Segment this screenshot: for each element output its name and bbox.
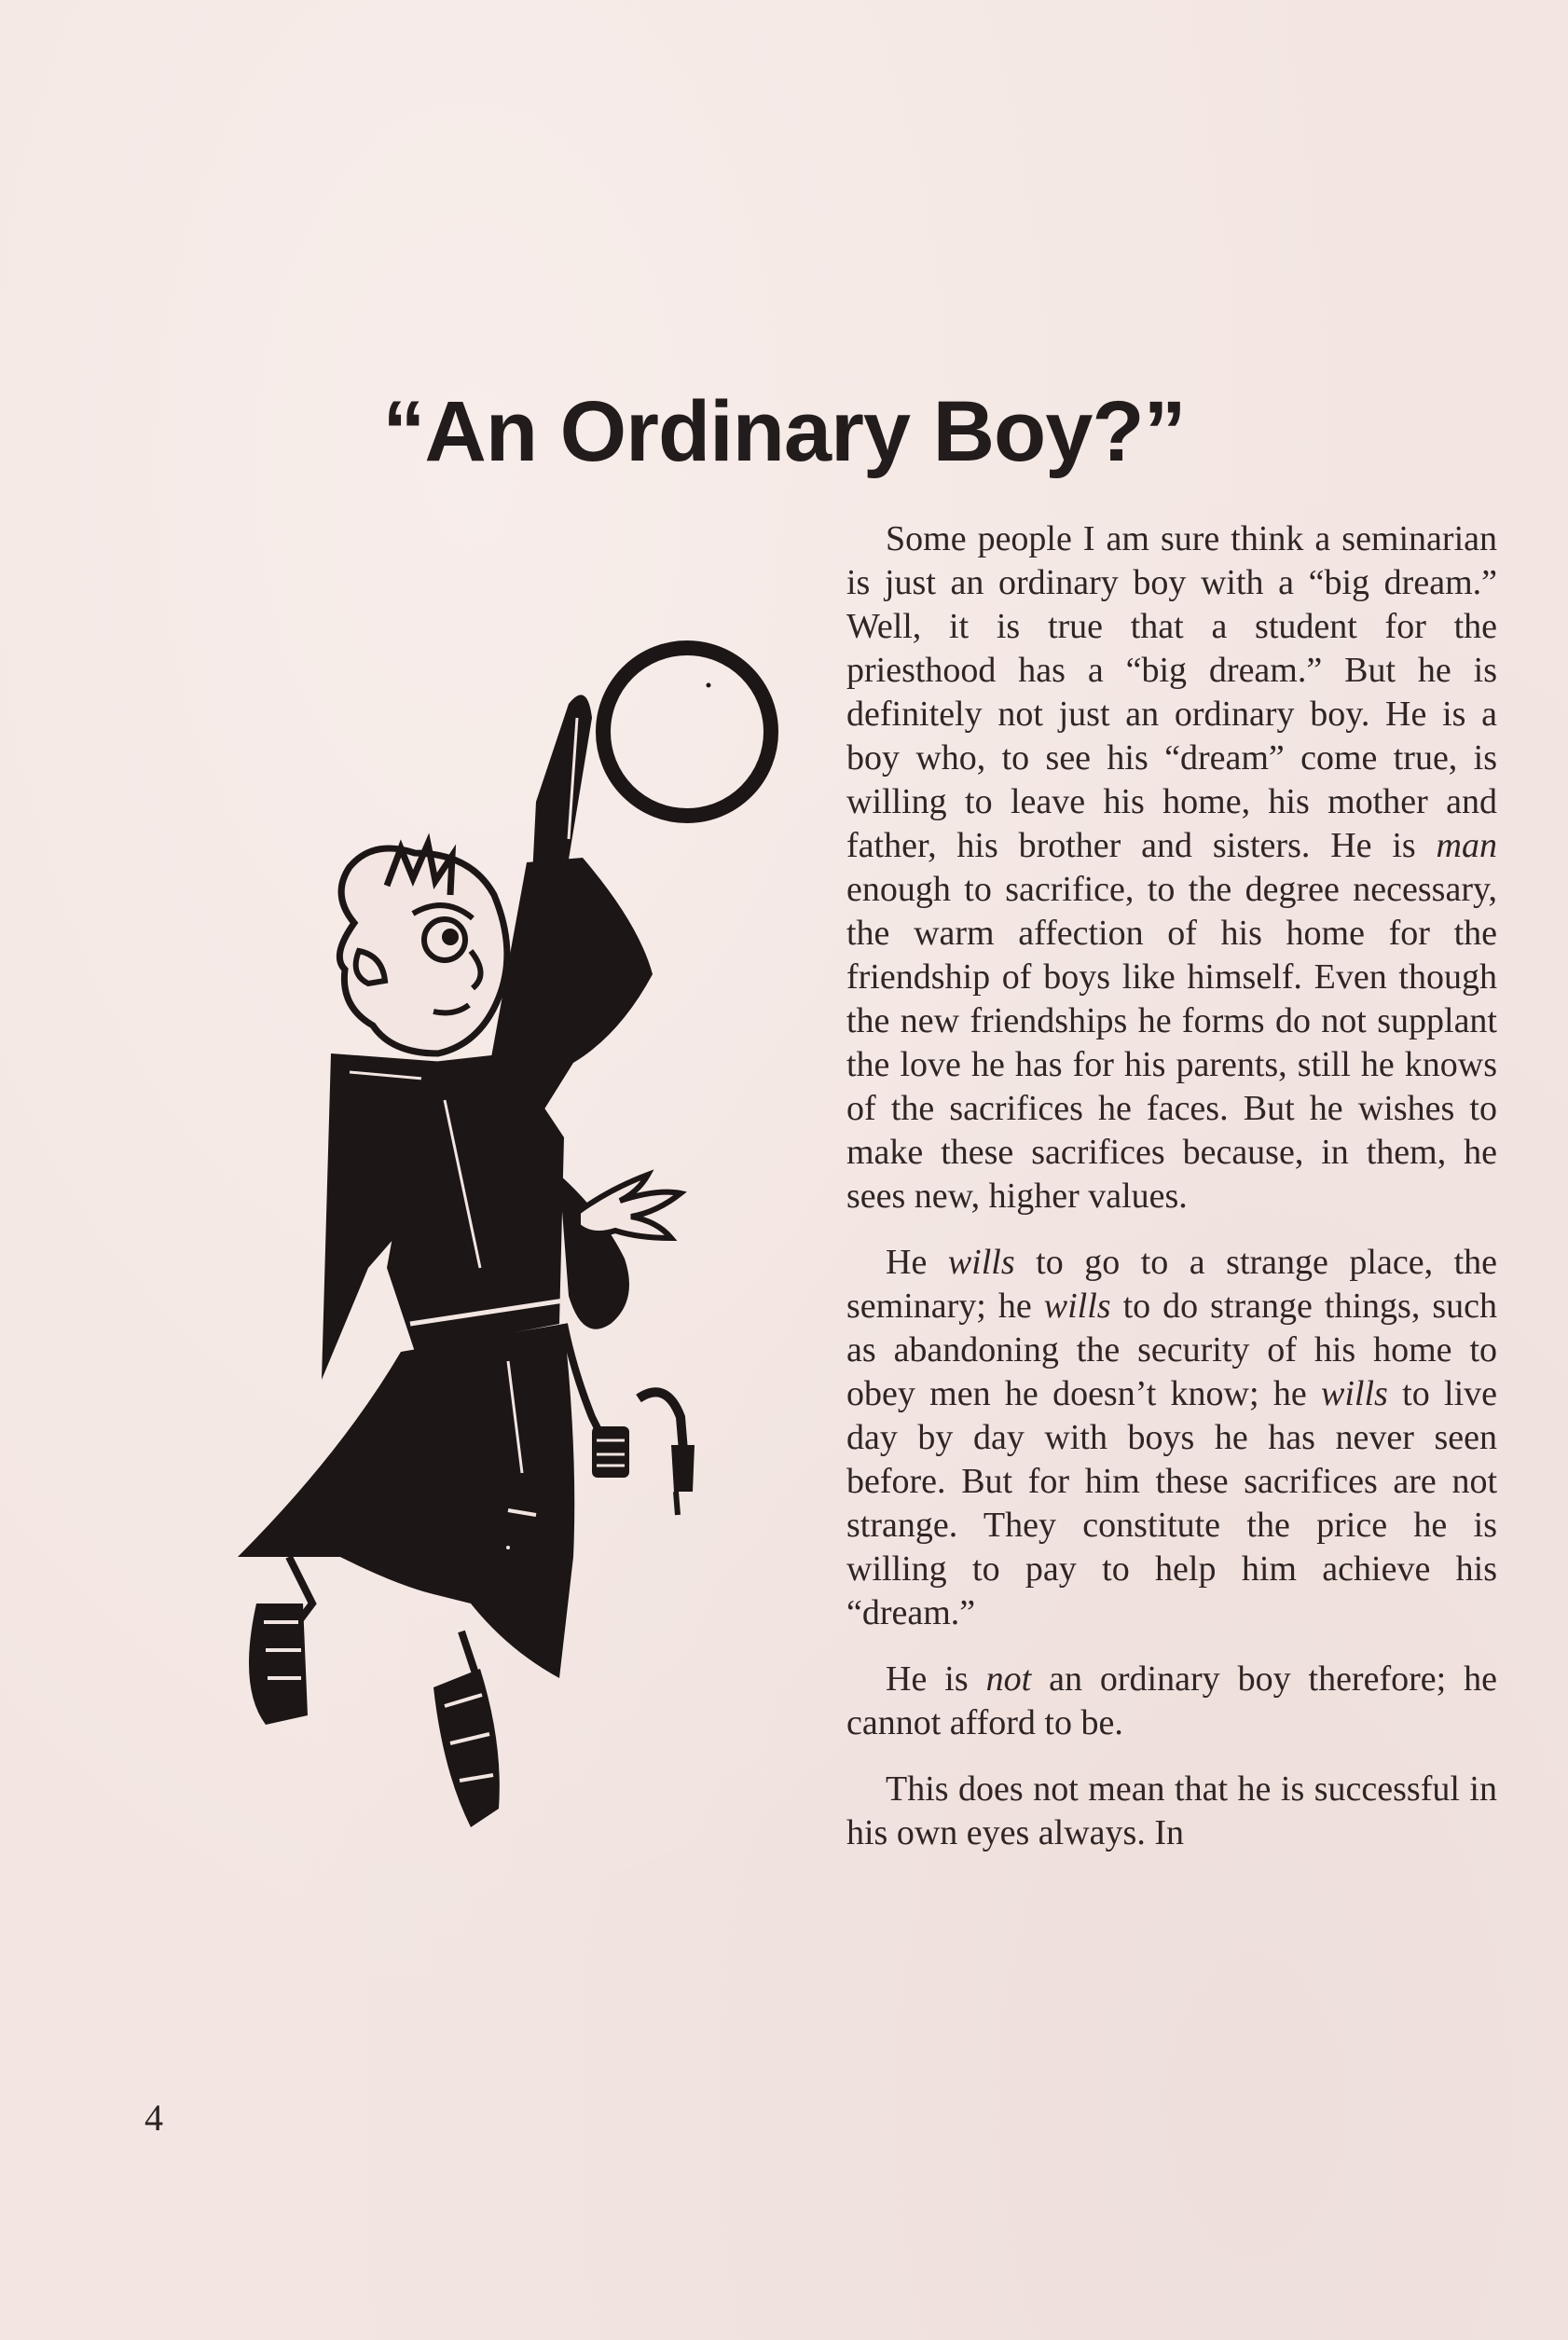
- right-sandal: [433, 1669, 500, 1827]
- italic-word: wills: [1043, 1287, 1111, 1326]
- text-run: to do strange things, such as abandoning the security of his home to obey men he doesn’t know; he: [846, 1287, 1497, 1413]
- paragraph: [846, 1768, 1497, 1855]
- text-run: This does not mean that he is successful in his own eyes always. In: [846, 1769, 1497, 1852]
- paragraph: [846, 1241, 1497, 1635]
- text-run: Some people I am sure think a seminarian is just an ordinary boy with a “big dream.” Well, it is true that a student for the priesthood has a “big dream.” But he is definitely not just an ordinary boy. He is a boy who, to see his “dream” come true, is willing to leave his home, his mother and father, his brother and sisters. He is: [846, 519, 1497, 865]
- body-text: [846, 517, 1497, 1878]
- open-hand: [578, 1175, 681, 1238]
- text-run: He: [886, 1243, 948, 1282]
- text-run: an ordinary boy therefore; he cannot afford to be.: [846, 1659, 1497, 1742]
- italic-word: man: [1436, 826, 1497, 865]
- text-run: He is: [886, 1659, 986, 1699]
- text-run: to live day by day with boys he has never seen before. But for him these sacrifices are not strange. They constitute the price he is willing to pay to help him achieve his “dream.”: [846, 1374, 1497, 1632]
- page-title: “An Ordinary Boy?”: [382, 383, 1186, 479]
- text-run: enough to sacrifice, to the degree necessary, the warm affection of his home for the friendship of boys like himself. Even though the new friendships he forms do not supplant the love he has for his parents, still he knows of the sacrifices he faces. But he wishes to make these sacrifices because, in them, he sees new, higher values.: [846, 870, 1497, 1216]
- italic-word: not: [985, 1659, 1032, 1699]
- page-number: 4: [144, 2097, 163, 2139]
- paragraph: [846, 517, 1497, 1218]
- ring-icon: [603, 648, 771, 816]
- seminarian-woodcut-illustration: [200, 615, 797, 1920]
- paragraph: [846, 1658, 1497, 1745]
- italic-word: wills: [1321, 1374, 1388, 1413]
- text-run: to go to a strange place, the seminary; he: [846, 1243, 1498, 1326]
- italic-word: wills: [947, 1243, 1015, 1282]
